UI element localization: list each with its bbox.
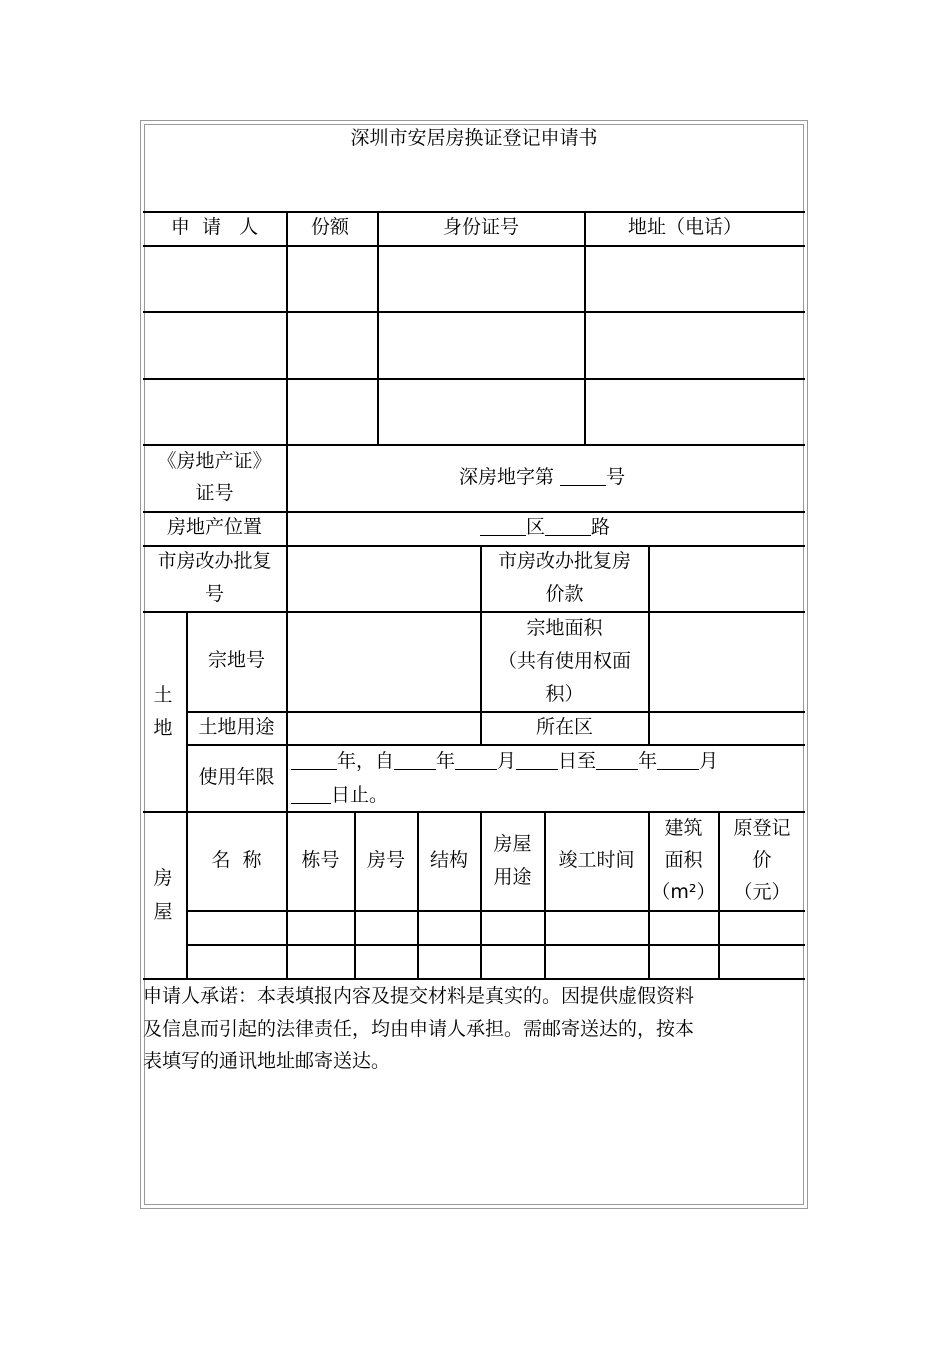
rule-house-c2 — [354, 811, 356, 978]
location-road: 路 — [591, 516, 611, 538]
cert-prefix: 深房地字第 — [459, 466, 555, 488]
house-structure: 结构 — [429, 849, 468, 871]
land-term-line2 — [291, 779, 388, 812]
cert-number-blank[interactable] — [560, 463, 606, 486]
form-title: 深圳市安居房换证登记申请书 — [350, 127, 598, 149]
pledge-line2: 及信息而引起的法律责任，均由申请人承担。需邮寄送达的，按本 — [143, 1018, 695, 1040]
header-applicant: 申 请 人 — [170, 216, 259, 238]
approval-label-line2: 号 — [204, 583, 224, 605]
term-start-month-blank[interactable] — [455, 747, 497, 770]
term-m2-text: 月 — [699, 750, 719, 772]
land-area-line1: 宗地面积 — [526, 617, 603, 639]
house-building-no: 栋号 — [301, 849, 340, 871]
cert-label-line2: 证号 — [195, 482, 234, 504]
location-district: 区 — [526, 516, 546, 538]
house-area-line3: （m²） — [651, 881, 716, 903]
header-id-number: 身份证号 — [442, 216, 519, 238]
term-y2-text: 年 — [638, 750, 658, 772]
house-room-no: 房号 — [366, 849, 405, 871]
house-price-line3: （元） — [733, 881, 791, 903]
approval-label-line1: 市房改办批复 — [157, 550, 272, 572]
approval-price-line1: 市房改办批复房 — [497, 550, 631, 572]
house-section-char1: 房 — [153, 867, 173, 889]
house-price-line1: 原登记 — [733, 817, 791, 839]
land-term-line1 — [291, 745, 718, 778]
pledge-line3: 表填写的通讯地址邮寄送达。 — [143, 1050, 391, 1072]
term-m-text: 月 — [497, 750, 517, 772]
location-label: 房地产位置 — [166, 516, 262, 538]
house-name: 名 称 — [211, 849, 262, 871]
rule-house-c5 — [544, 811, 546, 978]
rule-col-mid-value — [648, 545, 650, 745]
land-district: 所在区 — [535, 716, 593, 738]
term-y-text: 年 — [436, 750, 456, 772]
house-use-line2: 用途 — [493, 866, 532, 888]
rule-col-id — [377, 211, 379, 445]
road-blank[interactable] — [545, 513, 591, 536]
land-section-char2: 地 — [153, 717, 173, 739]
rule-house-c3 — [417, 811, 419, 978]
land-use: 土地用途 — [198, 716, 275, 738]
land-section-char1: 土 — [153, 684, 173, 706]
rule-col-address — [584, 211, 586, 445]
header-address-phone: 地址（电话） — [627, 216, 742, 238]
house-price-line2: 价 — [752, 849, 772, 871]
rule-header-bottom — [143, 245, 805, 247]
land-term-label: 使用年限 — [198, 766, 275, 788]
rule-applicant-2 — [143, 378, 805, 380]
land-area-line2: （共有使用权面 — [497, 650, 631, 672]
term-end-year-blank[interactable] — [596, 747, 638, 770]
term-end-month-blank[interactable] — [657, 747, 699, 770]
rule-house-row-1 — [186, 944, 805, 946]
house-area-line2: 面积 — [664, 849, 703, 871]
house-use-line1: 房屋 — [493, 833, 532, 855]
rule-col-label — [286, 444, 288, 811]
term-years-blank[interactable] — [291, 747, 337, 770]
header-share: 份额 — [311, 216, 350, 238]
cert-value — [459, 461, 625, 494]
house-completion: 竣工时间 — [558, 849, 635, 871]
house-section-char2: 屋 — [153, 901, 173, 923]
term-end-day-blank[interactable] — [291, 781, 331, 804]
rule-approval-bottom — [143, 611, 805, 613]
cert-suffix: 号 — [606, 466, 626, 488]
pledge-line1: 申请人承诺：本表填报内容及提交材料是真实的。因提供虚假资料 — [143, 985, 695, 1007]
rule-applicant-1 — [143, 311, 805, 313]
rule-house-header-bottom — [186, 910, 805, 912]
term-year-text: 年，自 — [337, 750, 395, 772]
rule-col-share — [286, 211, 288, 445]
house-area-line1: 建筑 — [664, 817, 703, 839]
term-start-year-blank[interactable] — [394, 747, 436, 770]
rule-house-c1 — [286, 811, 288, 978]
location-value — [480, 511, 610, 544]
term-end-text: 日止。 — [331, 784, 389, 806]
term-d-text: 日至 — [558, 750, 597, 772]
term-start-day-blank[interactable] — [516, 747, 558, 770]
cert-label-line1: 《房地产证》 — [157, 450, 272, 472]
land-area-line3: 积） — [545, 683, 584, 705]
approval-price-line2: 价款 — [545, 583, 584, 605]
land-parcel-no: 宗地号 — [207, 649, 265, 671]
district-blank[interactable] — [480, 513, 526, 536]
